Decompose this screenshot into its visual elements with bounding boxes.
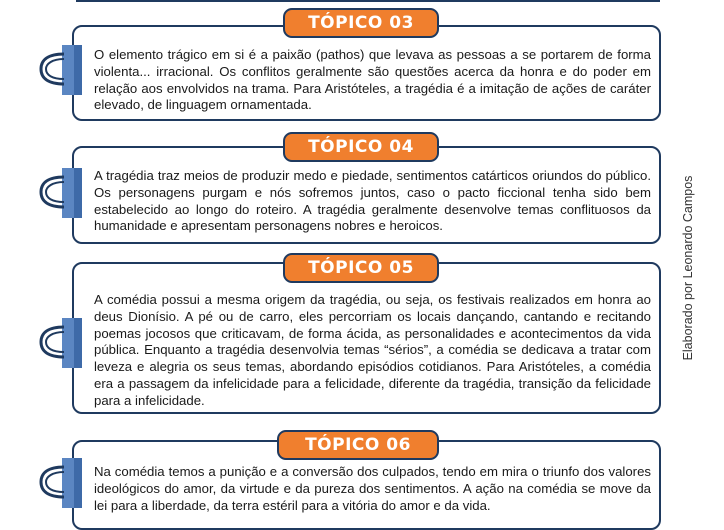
topic-06-title: TÓPICO 06 [277, 430, 439, 460]
topic-03-text: O elemento trágico em si é a paixão (pathos) que levava as pessoas a se portarem de forma violenta... irracional. Os conflitos geralmente são questões acerca da honra e do poder em relação aos envolvidos na trama. Para Aristóteles, a tragédia é a imitação de ações de caráter elevado, de linguagem ornamentada. [94, 47, 651, 113]
binder-clip-icon [38, 165, 86, 221]
author-credit-text: Elaborado por Leonardo Campos [681, 175, 695, 361]
topic-card-03 [72, 25, 661, 121]
binder-clip-icon [38, 455, 86, 511]
binder-clip-icon [38, 315, 86, 371]
topic-05-text: A comédia possui a mesma origem da tragédia, ou seja, os festivais realizados em honra ao deus Dionísio. A pé ou de carro, eles percorriam os locais dançando, cantando e recitando poemas jocosos que criticavam, de forma ácida, as personalidades e acontecimentos da vida pública. Enquanto a tragédia desenvolvia temas “sérios”, a comédia se dedicava a tratar com leveza e alegria os seus temas, abordando episódios cotidianos. Para Aristóteles, a comédia era a passagem da infelicidade para a felicidade, diferente da tragédia, transição da felicidade para a infelicidade. [94, 292, 651, 408]
topic-06-text: Na comédia temos a punição e a conversão dos culpados, tendo em mira o triunfo dos valores ideológicos do amor, da virtude e da pureza dos sentimentos. A ação na comédia se move da lei para a liberdade, da terra estéril para a vitória do amor e da vida. [94, 464, 651, 513]
topic-03-title: TÓPICO 03 [283, 8, 439, 38]
topic-card-05 [72, 262, 661, 414]
topic-04-title: TÓPICO 04 [283, 132, 439, 162]
author-credit [678, 154, 698, 382]
topic-05-title: TÓPICO 05 [283, 253, 439, 283]
previous-card-border [76, 0, 660, 2]
topic-04-text: A tragédia traz meios de produzir medo e piedade, sentimentos catárticos oriundos do público. Os personagens purgam e nós sofremos juntos, caso o pacto ficcional tenha sido bem estabelecido ao longo do roteiro. A tragédia geralmente desenvolve temas conflituosos da humanidade e apresentam personagens nobres e heroicos. [94, 168, 651, 234]
binder-clip-icon [38, 42, 86, 98]
